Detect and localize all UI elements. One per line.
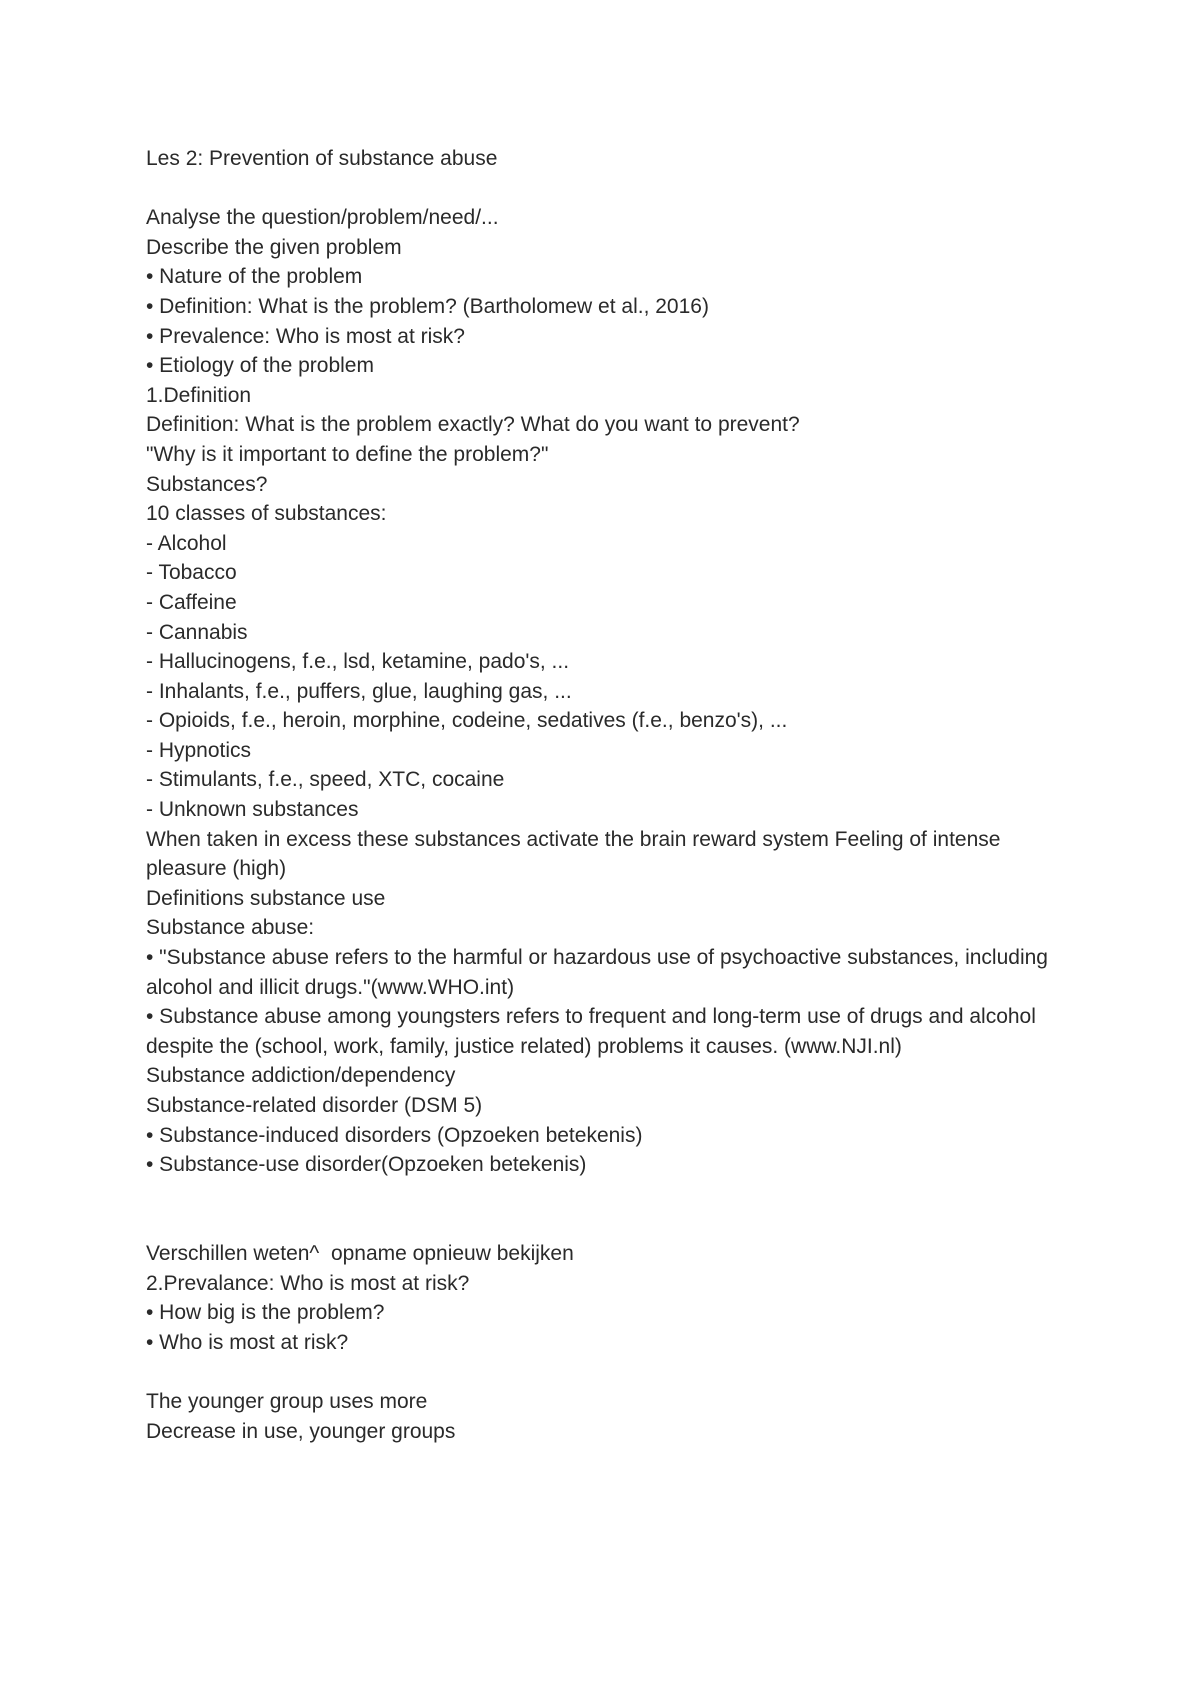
excess-note: When taken in excess these substances activate the brain reward system Feeling of intense pleasure (high) xyxy=(146,827,1007,881)
substance-class-item: - Hallucinogens, f.e., lsd, ketamine, pado's, ... xyxy=(146,650,570,674)
substance-class-item: - Tobacco xyxy=(146,561,237,585)
abuse-bullet: • Substance abuse among youngsters refers to frequent and long-term use of drugs and alcohol despite the (school, work, family, justice related) problems it causes. (www.NJI.nl) xyxy=(146,1005,1042,1058)
classes-heading: 10 classes of substances: xyxy=(146,502,387,526)
spacer xyxy=(146,174,1076,204)
substance-class-item: - Inhalants, f.e., puffers, glue, laughing gas, ... xyxy=(146,679,572,703)
intro-subheading: Describe the given problem xyxy=(146,235,402,259)
spacer xyxy=(146,1357,1076,1387)
observation-line: The younger group uses more xyxy=(146,1389,428,1413)
definition-heading: 1.Definition xyxy=(146,383,252,407)
disorder-bullet: • Substance-use disorder(Opzoeken betekenis) xyxy=(146,1153,587,1177)
disorder-bullet: • Substance-induced disorders (Opzoeken betekenis) xyxy=(146,1123,643,1147)
definition-question: Definition: What is the problem exactly? What do you want to prevent? xyxy=(146,413,800,437)
substance-class-item: - Caffeine xyxy=(146,590,237,614)
substance-class-item: - Alcohol xyxy=(146,531,227,555)
abuse-heading: Substance abuse: xyxy=(146,916,315,940)
intro-bullet: • Prevalence: Who is most at risk? xyxy=(146,324,465,348)
observation-line: Decrease in use, younger groups xyxy=(146,1419,456,1443)
definitions-heading: Definitions substance use xyxy=(146,886,386,910)
substance-class-item: - Stimulants, f.e., speed, XTC, cocaine xyxy=(146,768,505,792)
intro-heading: Analyse the question/problem/need/... xyxy=(146,206,499,230)
substance-class-item: - Cannabis xyxy=(146,620,248,644)
addiction-heading: Substance addiction/dependency xyxy=(146,1064,456,1088)
substances-heading: Substances? xyxy=(146,472,268,496)
prevalence-bullet: • How big is the problem? xyxy=(146,1301,385,1325)
definition-quote: "Why is it important to define the problem?" xyxy=(146,442,549,466)
document-body xyxy=(146,144,1076,1446)
prevalence-heading: 2.Prevalance: Who is most at risk? xyxy=(146,1271,470,1295)
substance-class-item: - Unknown substances xyxy=(146,798,359,822)
disorder-heading: Substance-related disorder (DSM 5) xyxy=(146,1094,483,1117)
intro-bullet: • Nature of the problem xyxy=(146,265,363,289)
abuse-bullet: • "Substance abuse refers to the harmful or hazardous use of psychoactive substances, including alcohol and illicit drugs."(www.WHO.int) xyxy=(146,946,1054,999)
note-line: Verschillen weten^ opname opnieuw bekijken xyxy=(146,1241,574,1265)
substance-class-item: - Opioids, f.e., heroin, morphine, codeine, sedatives (f.e., benzo's), ... xyxy=(146,709,788,733)
spacer xyxy=(146,1180,1076,1239)
prevalence-bullet: • Who is most at risk? xyxy=(146,1330,349,1354)
document-title: Les 2: Prevention of substance abuse xyxy=(146,147,498,170)
intro-bullet: • Etiology of the problem xyxy=(146,354,374,378)
substance-class-item: - Hypnotics xyxy=(146,738,252,762)
intro-bullet: • Definition: What is the problem? (Bartholomew et al., 2016) xyxy=(146,294,709,318)
